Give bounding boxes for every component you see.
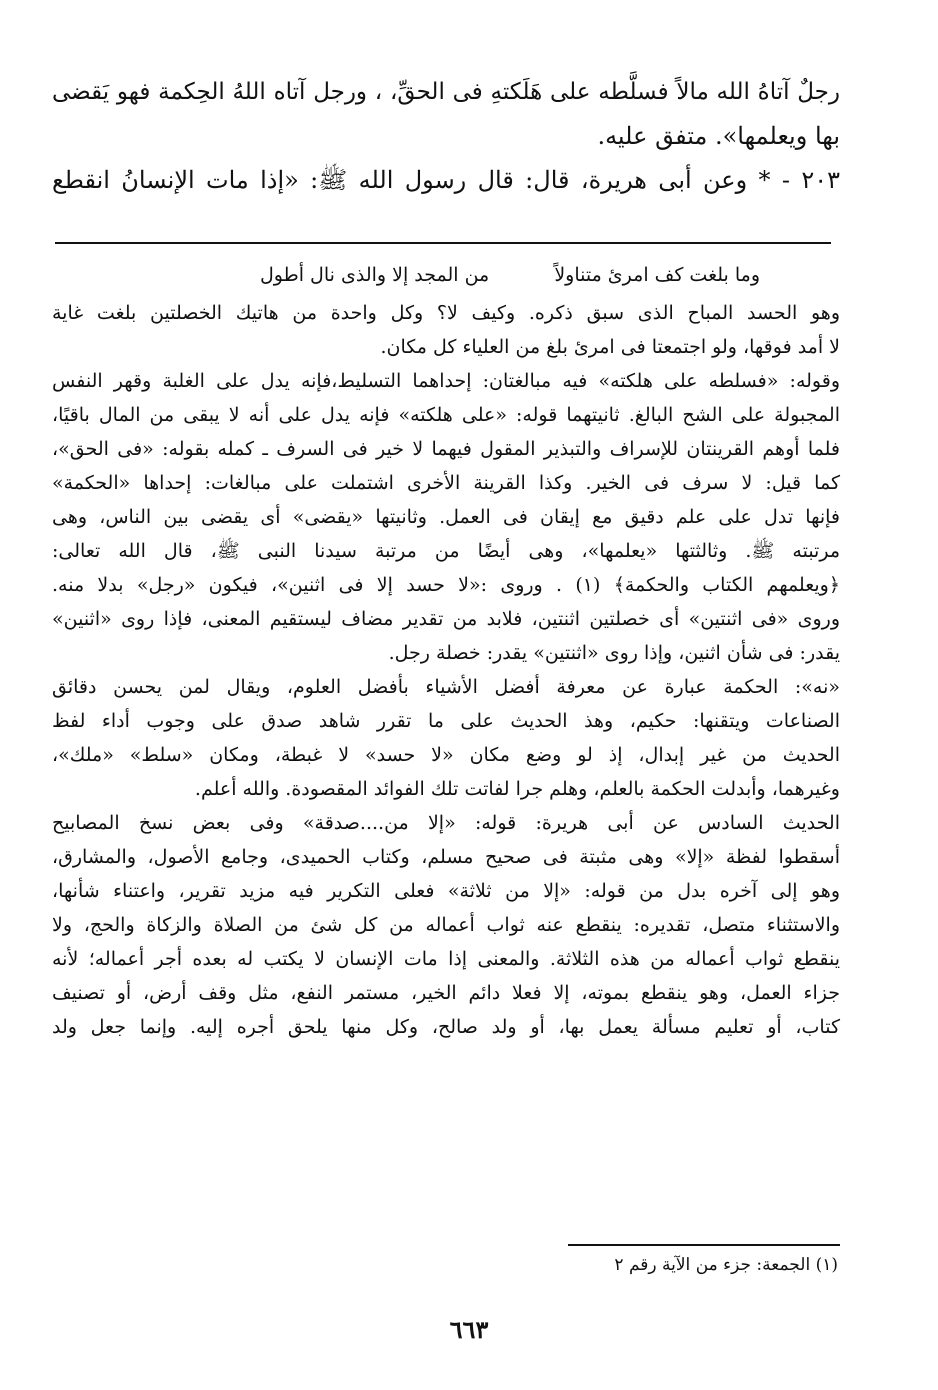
commentary-line: جزاء العمل، وهو ينقطع بموته، إلا فعلا دائم الخير، مستمر النفع، مثل وقف أرض، أو تصنيف: [52, 982, 840, 1004]
commentary-line: كتاب، أو تعليم مسألة يعمل بها، أو ولد صالح، وكل منها يلحق أجره إليه. وإنما جعل ولد: [52, 1016, 840, 1038]
text-line: ٢٠٣ - * وعن أبى هريرة، قال: قال رسول الله ﷺ: «إذا مات الإنسانُ انقطع: [52, 166, 840, 194]
text-line: بها ويعلمها». متفق عليه.: [597, 122, 840, 150]
poem-verse: [60, 258, 800, 292]
commentary-line: فلما أوهم القرينتان للإسراف والتبذير المقول فيهما لا خير فى السرف ـ كمله بقوله: «فى الحق»،: [52, 438, 840, 460]
verse-right-hemistich: وما بلغت كف امرئ متناولاً: [554, 264, 760, 286]
commentary-line: مرتبته ﷺ. وثالثتها «يعلمها»، وهى أيضًا من مرتبة سيدنا النبى ﷺ، قال الله تعالى:: [52, 540, 840, 562]
text-line: رجلٌ آتاهُ الله مالاً فسلَّطه على هَلَكتهِ فى الحقِّ، ، ورجل آتاه اللهُ الحِكمة فهو يَقضى: [52, 79, 840, 105]
commentary-line: «نه»: الحكمة عبارة عن معرفة أفضل الأشياء بأفضل العلوم، ويقال لمن يحسن دقائق: [52, 676, 840, 698]
hadith-text: [52, 70, 840, 202]
commentary-line: الصناعات ويتقنها: حكيم، وهذ الحديث على ما تقرر شاهد صدق على وجوب أداء لفظ: [52, 710, 840, 732]
commentary-line: ينقطع ثواب أعماله من هذه الثلاثة. والمعنى إذا مات الإنسان لا يكتب له بعده أجر أعماله؛ لأنه: [52, 948, 840, 970]
footnote: (١) الجمعة: جزء من الآية رقم ٢: [614, 1255, 838, 1275]
commentary-line: المجبولة على الشح البالغ. ثانيتهما قوله: «على هلكته» فإنه يدل على أنه لا يبقى من المال باقيًا،: [52, 404, 840, 426]
commentary: [52, 296, 840, 1044]
commentary-line: وهو الحسد المباح الذى سبق ذكره. وكيف لا؟ وكل واحدة من هاتيك الخصلتين بلغت غاية: [52, 302, 840, 324]
verse-left-hemistich: من المجد إلا والذى نال أطول: [260, 264, 490, 286]
commentary-line: كما قيل: لا سرف فى الخير. وكذا القرينة الأخرى اشتملت على مبالغات: إحداها «الحكمة»: [52, 472, 840, 494]
commentary-line: ﴿ويعلمهم الكتاب والحكمة﴾ (١) . وروى :«لا حسد إلا فى اثنين»، فيكون «رجل» بدلا منه.: [52, 574, 840, 596]
commentary-line: أسقطوا لفظة «إلا» وهى مثبتة فى صحيح مسلم، وكتاب الحميدى، وجامع الأصول، والمشارق،: [52, 846, 840, 868]
commentary-line: والاستثناء متصل، تقديره: ينقطع عنه ثواب أعماله من كل شئ من الصلاة والزكاة والحج، ولا: [52, 914, 840, 936]
page-number: ٦٦٣: [449, 1315, 489, 1344]
commentary-line: لا أمد فوقها، ولو اجتمعتا فى امرئ بلغ من العلياء كل مكان.: [380, 336, 840, 358]
commentary-line: وهو إلى آخره بدل من قوله: «إلا من ثلاثة» فعلى التكرير فيه مزيد تقرير، واعتناء شأنها،: [52, 880, 840, 902]
footnote-divider: [568, 1244, 840, 1246]
commentary-line: الحديث من غير إبدال، إذ لو وضع مكان «لا حسد» لا غبطة، ومكان «سلط» «ملك»،: [52, 744, 840, 766]
commentary-line: الحديث السادس عن أبى هريرة: قوله: «إلا من....صدقة» وفى بعض نسخ المصابيح: [52, 812, 840, 834]
commentary-line: يقدر: فى شأن اثنين، وإذا روى «اثنتين» يقدر: خصلة رجل.: [388, 642, 840, 664]
commentary-line: وروى «فى اثنتين» أى خصلتين اثنتين، فلابد من تقدير مضاف ليستقيم المعنى، فإذا روى «اثنين»: [52, 608, 840, 630]
section-divider: [55, 242, 831, 244]
commentary-line: وغيرهما، وأبدلت الحكمة بالعلم، وهلم جرا لفاتت تلك الفوائد المقصودة. والله أعلم.: [194, 778, 840, 800]
commentary-line: وقوله: «فسلطه على هلكته» فيه مبالغتان: إحداهما التسليط،فإنه يدل على الغلبة وقهر النفس: [52, 370, 840, 392]
commentary-line: فإنها تدل على علم دقيق مع إيقان فى العمل. وثانيتها «يقضى» أى يقضى بين الناس، وهى: [52, 506, 840, 528]
